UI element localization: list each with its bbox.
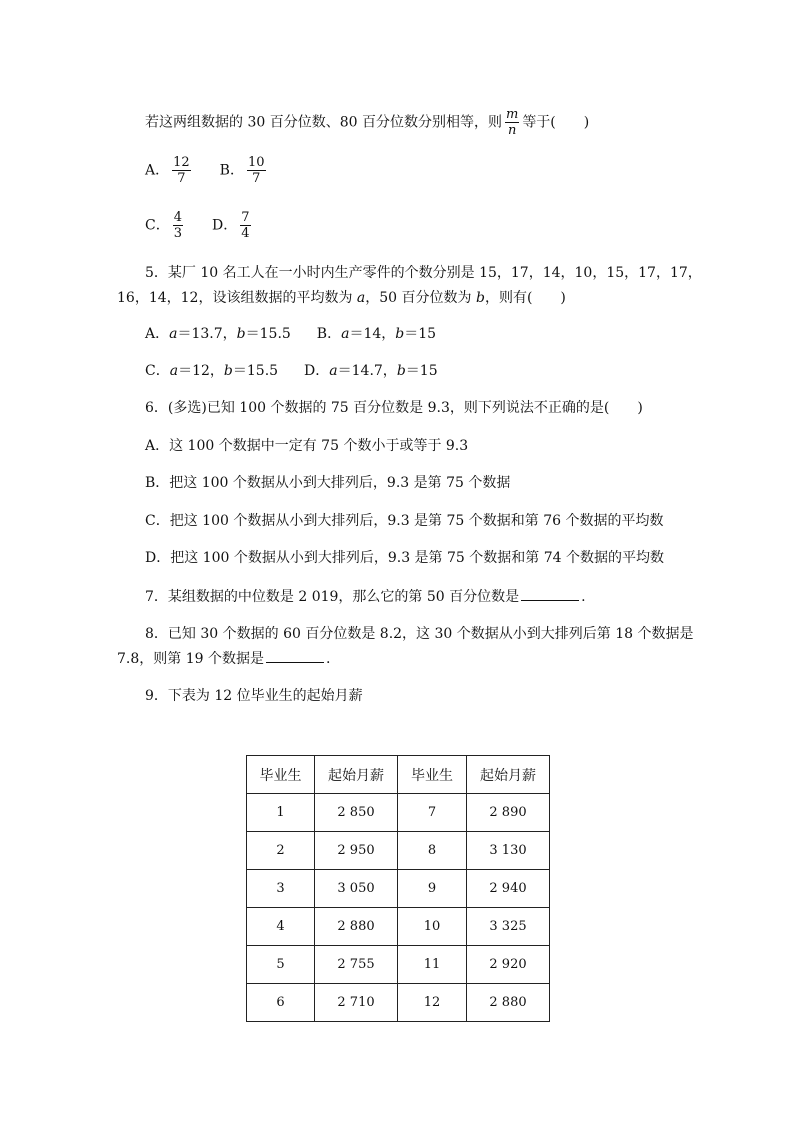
- table-row: [247, 794, 550, 832]
- table-cell: 2 920: [467, 946, 550, 984]
- table-cell: 2 950: [315, 832, 398, 870]
- table-row: [247, 870, 550, 908]
- table-cell: 2 890: [467, 794, 550, 832]
- table-row: [247, 946, 550, 984]
- q4-fraction: $\frac{m}{n}$: [505, 107, 519, 138]
- table-cell: 11: [398, 946, 467, 984]
- table-row: [247, 832, 550, 870]
- q6-option-d: D．把这 100 个数据从小到大排列后，9.3 是第 75 个数据和第 74 个数据的平均数: [145, 550, 664, 566]
- table-cell: 2 755: [315, 946, 398, 984]
- q4-option-c: C． $\frac{4}{3}$: [145, 210, 182, 241]
- table-cell: 10: [398, 908, 467, 946]
- table-cell: 2: [247, 832, 315, 870]
- q7-stem: 7．某组数据的中位数是 2 019，那么它的第 50 百分位数是 .: [145, 586, 586, 607]
- table-header: 毕业生: [247, 756, 315, 794]
- q5-option-b: B．a＝14，b＝15: [316, 326, 437, 342]
- table-cell: 3: [247, 870, 315, 908]
- q8-stem-line1: 8．已知 30 个数据的 60 百分位数是 8.2，这 30 个数据从小到大排列后第 18 个数据是: [145, 626, 694, 642]
- q8-answer-blank: [266, 648, 324, 663]
- q6-option-b: B．把这 100 个数据从小到大排列后，9.3 是第 75 个数据: [145, 475, 511, 491]
- table-row: [247, 908, 550, 946]
- table-cell: 2 880: [315, 908, 398, 946]
- q4-stem: 若这两组数据的 30 百分位数、80 百分位数分别相等，则 $\frac{m}{n}$ 等于( ): [145, 107, 590, 138]
- q6-option-c: C．把这 100 个数据从小到大排列后，9.3 是第 75 个数据和第 76 个数据的平均数: [145, 513, 664, 529]
- table-row: [247, 984, 550, 1022]
- table-cell: 2 850: [315, 794, 398, 832]
- q5-option-a: A．a＝13.7，b＝15.5: [145, 326, 291, 342]
- q5-option-d: D．a＝14.7，b＝15: [304, 363, 438, 379]
- q5-stem-line1: 5．某厂 10 名工人在一小时内生产零件的个数分别是 15，17，14，10，15，17，17，: [145, 265, 702, 281]
- table-cell: 8: [398, 832, 467, 870]
- table-cell: 12: [398, 984, 467, 1022]
- table-cell: 3 130: [467, 832, 550, 870]
- q5-stem-line2: 16，14，12，设该组数据的平均数为 a，50 百分位数为 b，则有( ): [117, 290, 566, 306]
- table-cell: 7: [398, 794, 467, 832]
- table-header: 起始月薪: [315, 756, 398, 794]
- q4-options-row2: [145, 211, 254, 240]
- table-cell: 9: [398, 870, 467, 908]
- q6-option-a: A．这 100 个数据中一定有 75 个数小于或等于 9.3: [145, 438, 469, 454]
- table-header-row: [247, 756, 550, 794]
- q8-stem-line2: 7.8，则第 19 个数据是 .: [117, 648, 330, 669]
- table-cell: 3 325: [467, 908, 550, 946]
- table-cell: 6: [247, 984, 315, 1022]
- q4-option-a: A． $\frac{12}{7}$: [145, 155, 190, 186]
- table-cell: 2 940: [467, 870, 550, 908]
- q5-options-row2: [145, 361, 438, 381]
- salary-table: [246, 755, 550, 1022]
- q4-option-d: D． $\frac{7}{4}$: [212, 210, 250, 241]
- table-cell: 5: [247, 946, 315, 984]
- q5-option-c: C．a＝12，b＝15.5: [145, 363, 279, 379]
- q4-option-b: B． $\frac{10}{7}$: [219, 155, 265, 186]
- q9-stem: 9．下表为 12 位毕业生的起始月薪: [145, 688, 363, 704]
- q7-answer-blank: [521, 586, 579, 601]
- table-cell: 2 880: [467, 984, 550, 1022]
- table-header: 毕业生: [398, 756, 467, 794]
- q5-options-row1: [145, 324, 436, 344]
- table-cell: 3 050: [315, 870, 398, 908]
- table-cell: 1: [247, 794, 315, 832]
- table-cell: 2 710: [315, 984, 398, 1022]
- table-cell: 4: [247, 908, 315, 946]
- table-header: 起始月薪: [467, 756, 550, 794]
- q6-stem: 6．(多选)已知 100 个数据的 75 百分位数是 9.3，则下列说法不正确的是( ): [145, 400, 643, 416]
- q4-options-row1: [145, 156, 269, 185]
